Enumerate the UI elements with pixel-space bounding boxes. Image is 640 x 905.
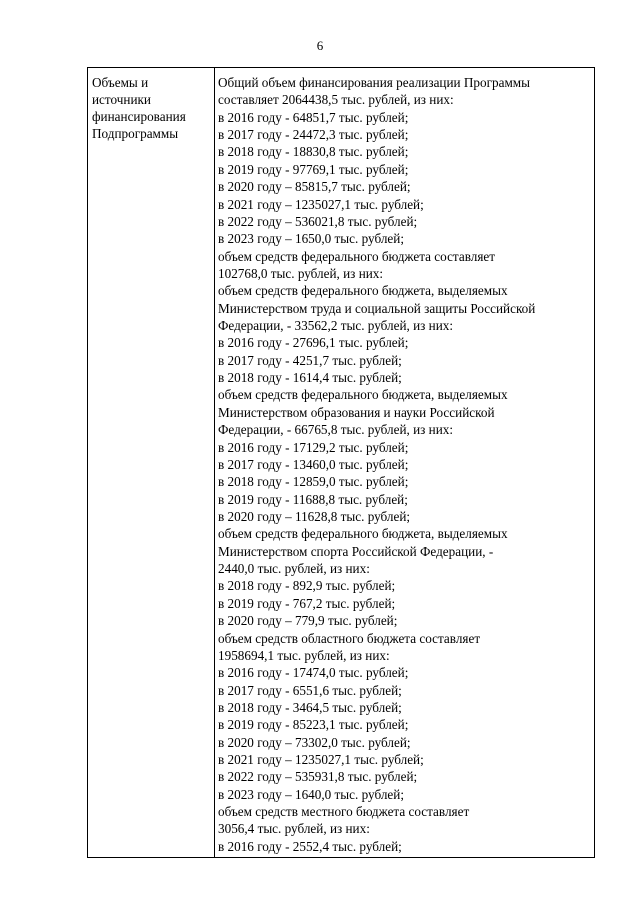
content-line: в 2018 году - 892,9 тыс. рублей; <box>218 578 396 594</box>
content-line: в 2016 году - 17474,0 тыс. рублей; <box>218 665 409 681</box>
content-line: в 2019 году - 767,2 тыс. рублей; <box>218 595 396 611</box>
content-line: в 2016 году - 64851,7 тыс. рублей; <box>218 109 409 125</box>
content-line: в 2020 году – 73302,0 тыс. рублей; <box>218 734 411 750</box>
content-line: в 2022 году – 536021,8 тыс. рублей; <box>218 213 418 229</box>
label-line: Объемы и <box>92 75 149 90</box>
content-line: Федерации, - 33562,2 тыс. рублей, из них: <box>218 318 454 334</box>
content-line: в 2018 году - 3464,5 тыс. рублей; <box>218 699 402 715</box>
content-line: объем средств федерального бюджета составляет <box>218 248 496 264</box>
content-line: в 2021 году – 1235027,1 тыс. рублей; <box>218 752 424 768</box>
content-line: 3056,4 тыс. рублей, из них: <box>218 821 370 837</box>
content-cell <box>218 74 592 855</box>
content-line: в 2018 году - 1614,4 тыс. рублей; <box>218 370 402 386</box>
page-number: 6 <box>316 38 324 53</box>
content-line: объем средств федерального бюджета, выделяемых <box>218 387 508 403</box>
content-line: в 2017 году - 6551,6 тыс. рублей; <box>218 682 402 698</box>
content-line: 2440,0 тыс. рублей, из них: <box>218 561 370 577</box>
content-line: объем средств федерального бюджета, выделяемых <box>218 283 508 299</box>
content-line: Министерством труда и социальной защиты Российской <box>218 300 536 316</box>
content-line: 1958694,1 тыс. рублей, из них: <box>218 647 390 663</box>
content-line: в 2018 году - 18830,8 тыс. рублей; <box>218 144 409 160</box>
label-line: финансирования <box>92 109 186 124</box>
content-line: объем средств областного бюджета составляет <box>218 630 481 646</box>
content-line: 102768,0 тыс. рублей, из них: <box>218 265 384 281</box>
content-line: в 2016 году - 17129,2 тыс. рублей; <box>218 439 409 455</box>
content-line: в 2019 году - 85223,1 тыс. рублей; <box>218 717 409 733</box>
column-divider <box>214 68 215 857</box>
content-line: в 2023 году – 1640,0 тыс. рублей; <box>218 786 404 802</box>
label-line: Подпрограммы <box>92 126 179 141</box>
content-line: Министерством спорта Российской Федерации, - <box>218 543 494 559</box>
content-line: в 2016 году - 27696,1 тыс. рублей; <box>218 335 409 351</box>
content-line: в 2016 году - 2552,4 тыс. рублей; <box>218 838 402 854</box>
content-line: в 2019 году - 97769,1 тыс. рублей; <box>218 161 409 177</box>
content-line: Общий объем финансирования реализации Программы <box>218 75 531 90</box>
content-line: в 2017 году - 13460,0 тыс. рублей; <box>218 456 409 472</box>
content-line: в 2018 году - 12859,0 тыс. рублей; <box>218 474 409 490</box>
content-line: в 2023 году – 1650,0 тыс. рублей; <box>218 231 404 247</box>
content-line: объем средств федерального бюджета, выделяемых <box>218 526 508 542</box>
content-line: в 2020 году – 85815,7 тыс. рублей; <box>218 179 411 195</box>
content-line: Министерством образования и науки Российской <box>218 404 495 420</box>
content-line: составляет 2064438,5 тыс. рублей, из них: <box>218 92 454 108</box>
content-line: в 2021 году – 1235027,1 тыс. рублей; <box>218 196 424 212</box>
label-cell <box>92 74 210 142</box>
funding-table <box>87 67 595 858</box>
content-line: в 2017 году - 24472,3 тыс. рублей; <box>218 127 409 143</box>
content-line: Федерации, - 66765,8 тыс. рублей, из них: <box>218 422 454 438</box>
content-line: в 2019 году - 11688,8 тыс. рублей; <box>218 491 408 507</box>
label-line: источники <box>92 92 151 107</box>
content-line: в 2017 году - 4251,7 тыс. рублей; <box>218 352 402 368</box>
content-line: в 2022 году – 535931,8 тыс. рублей; <box>218 769 418 785</box>
content-line: объем средств местного бюджета составляет <box>218 804 470 820</box>
content-line: в 2020 году – 779,9 тыс. рублей; <box>218 613 398 629</box>
content-line: в 2020 году – 11628,8 тыс. рублей; <box>218 508 411 524</box>
